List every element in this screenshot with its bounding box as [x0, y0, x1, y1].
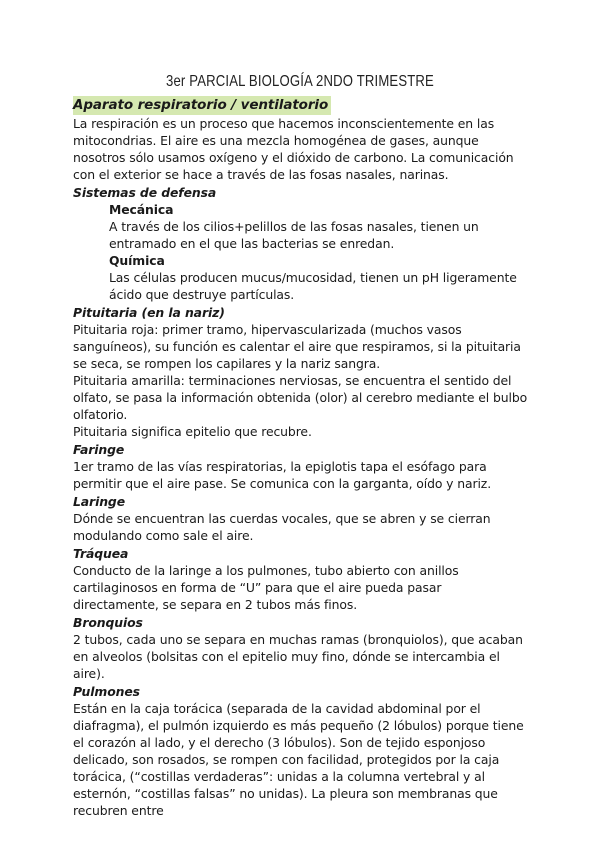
pulmones-paragraph: Están en la caja torácica (separada de la cavidad abdominal por el diafragma), el pulmón izquierdo es más pequeño (2 lóbulos) porque tiene el corazón al lado, y el derecho (3 lóbulos). Son de tejido esponjoso delicado, son rosados, se rompen con facilidad, protegidos por la caja torácica, (“costillas verdaderas”: unidas a la columna vertebral y al esternón, “costillas falsas” no unidas). La pleura son membranas que recubren entre	[73, 701, 524, 818]
page-title: 3er PARCIAL BIOLOGÍA 2NDO TRIMESTRE	[166, 73, 434, 90]
section-heading-defensa: Sistemas de defensa	[73, 185, 217, 200]
section-heading-bronquios: Bronquios	[73, 615, 143, 630]
pituitaria-roja-paragraph: Pituitaria roja: primer tramo, hipervascularizada (muchos vasos sanguíneos), su función es calentar el aire que respiramos, si la pituitaria se seca, se rompen los capilares y la nariz sangra.	[73, 322, 521, 371]
section-heading-pulmones: Pulmones	[73, 684, 140, 699]
pituitaria-amarilla-paragraph: Pituitaria amarilla: terminaciones nerviosas, se encuentra el sentido del olfato, se pasa la información obtenida (olor) al cerebro mediante el bulbo olfatorio.	[73, 373, 528, 422]
subheading-mecanica: Mecánica	[109, 202, 174, 217]
intro-paragraph: La respiración es un proceso que hacemos inconscientemente en las mitocondrias. El aire es una mezcla homogénea de gases, aunque nosotros sólo usamos oxígeno y el dióxido de carbono. La comunicación con el exterior se hace a través de las fosas nasales, narinas.	[73, 116, 514, 182]
document-body	[73, 95, 528, 819]
laringe-paragraph: Dónde se encuentran las cuerdas vocales, que se abren y se cierran modulando como sale el aire.	[73, 511, 491, 543]
pituitaria-significado-paragraph: Pituitaria significa epitelio que recubre.	[73, 424, 312, 439]
traquea-paragraph: Conducto de la laringe a los pulmones, tubo abierto con anillos cartilaginosos en forma de “U” para que el aire pueda pasar directamente, se separa en 2 tubos más finos.	[73, 563, 459, 612]
faringe-paragraph: 1er tramo de las vías respiratorias, la epiglotis tapa el esófago para permitir que el aire pase. Se comunica con la garganta, oído y nariz.	[73, 459, 492, 491]
mecanica-paragraph: A través de los cilios+pelillos de las fosas nasales, tienen un entramado en el que las bacterias se enredan.	[109, 219, 479, 251]
subheading-quimica: Química	[109, 253, 165, 268]
section-heading-laringe: Laringe	[73, 494, 126, 509]
section-heading-pituitaria: Pituitaria (en la nariz)	[73, 305, 225, 320]
section-heading-traquea: Tráquea	[73, 546, 129, 561]
section-heading-aparato: Aparato respiratorio / ventilatorio	[73, 96, 331, 115]
section-heading-faringe: Faringe	[73, 442, 125, 457]
quimica-paragraph: Las células producen mucus/mucosidad, tienen un pH ligeramente ácido que destruye partículas.	[109, 270, 517, 302]
bronquios-paragraph: 2 tubos, cada uno se separa en muchas ramas (bronquiolos), que acaban en alveolos (bolsitas con el epitelio muy fino, dónde se intercambia el aire).	[73, 632, 523, 681]
